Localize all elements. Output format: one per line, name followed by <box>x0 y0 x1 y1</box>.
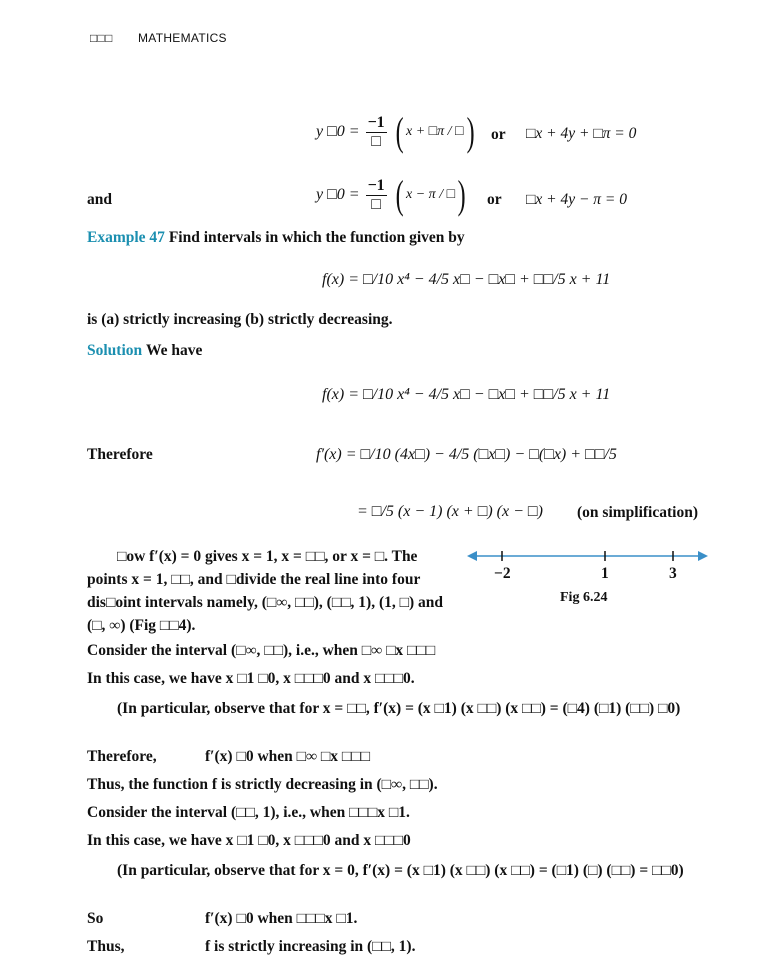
tick-label-1: 1 <box>601 565 609 582</box>
therefore-label-2: Therefore, <box>87 748 157 765</box>
so-statement: f′(x) □0 when □□□x □1. <box>205 910 358 927</box>
function-definition-2: f(x) = □/10 x⁴ − 4/5 x□ − □x□ + □□/5 x + 11 <box>322 386 611 403</box>
thus-label: Thus, <box>87 938 125 955</box>
case-2-signs: In this case, we have x □1 □0, x □□□0 and x □□□0 <box>87 832 411 849</box>
simplified-derivative: = □/5 (x − 1) (x + □) (x − □) <box>357 503 543 520</box>
example-parts: is (a) strictly increasing (b) strictly decreasing. <box>87 311 393 328</box>
tick-label-neg2: −2 <box>494 565 511 582</box>
equation-1-lhs: y □0 = <box>316 123 360 140</box>
equation-1: y □0 = $\frac{-1}{□}$ ( x + □π / □) <box>316 109 475 154</box>
solution-text: We have <box>146 342 203 359</box>
equation-2-lhs: y □0 = <box>316 186 360 203</box>
equation-2-inner: x − π / □ <box>406 187 456 202</box>
equation-1-rhs: □x + 4y + □π = 0 <box>526 125 637 142</box>
solution-heading <box>87 342 202 360</box>
example-heading <box>87 229 465 247</box>
conclusion-decreasing: Thus, the function f is strictly decreasing in (□∞, □□). <box>87 776 438 793</box>
derivative-expression: f′(x) = □/10 (4x□) − 4/5 (□x□) − □(□x) + □□/5 <box>316 446 617 463</box>
consider-interval-2: Consider the interval (□□, 1), i.e., when □□□x □1. <box>87 804 410 821</box>
consider-interval-1: Consider the interval (□∞, □□), i.e., when □∞ □x □□□ <box>87 642 436 659</box>
equation-2-rhs: □x + 4y − π = 0 <box>526 191 628 208</box>
therefore-label: Therefore <box>87 446 153 463</box>
left-arrow-icon <box>467 551 477 561</box>
page-number: □□□ <box>90 31 113 45</box>
equation-1-numerator: −1 <box>367 113 385 131</box>
equation-2-label: and <box>87 191 112 208</box>
simplification-note: (on simplification) <box>577 504 698 521</box>
equation-2-or: or <box>487 191 502 208</box>
equation-2-numerator: −1 <box>367 176 385 194</box>
example-text: Find intervals in which the function given by <box>168 229 465 246</box>
equation-1-denominator: □ <box>371 132 381 150</box>
solution-label: Solution <box>87 342 143 359</box>
therefore-statement: f′(x) □0 when □∞ □x □□□ <box>205 748 371 765</box>
equation-2-fraction <box>366 177 387 214</box>
equation-1-or: or <box>491 126 506 143</box>
figure-caption: Fig 6.24 <box>560 590 608 605</box>
particular-example-2: (In particular, observe that for x = 0, f′(x) = (x □1) (x □□) (x □□) = (□1) (□) (□□) = □□0) <box>117 862 684 879</box>
equation-2-denominator: □ <box>371 195 381 213</box>
equation-2: y □0 = $\frac{-1}{□}$ ( x − π / □) <box>316 172 466 217</box>
equation-1-inner: x + □π / □ <box>406 124 464 139</box>
case-1-signs: In this case, we have x □1 □0, x □□□0 and x □□□0. <box>87 670 415 687</box>
equation-1-fraction <box>366 114 387 151</box>
intervals-paragraph: □ow f′(x) = 0 gives x = 1, x = □□, or x = □. The points x = 1, □□, and □divide the real line into four dis□oint intervals namely, (□∞, □□), (□□, 1), (1, □) and (□, ∞) (Fig □□4). <box>87 548 444 634</box>
conclusion-increasing: f is strictly increasing in (□□, 1). <box>205 938 416 955</box>
function-definition-1: f(x) = □/10 x⁴ − 4/5 x□ − □x□ + □□/5 x + 11 <box>322 271 611 288</box>
so-label: So <box>87 910 104 927</box>
tick-label-3: 3 <box>669 565 677 582</box>
example-label: Example 47 <box>87 229 165 246</box>
right-arrow-icon <box>698 551 708 561</box>
particular-example-1: (In particular, observe that for x = □□, f′(x) = (x □1) (x □□) (x □□) = (□4) (□1) (□□) □0) <box>117 700 681 717</box>
running-title: MATHEMATICS <box>138 31 227 45</box>
